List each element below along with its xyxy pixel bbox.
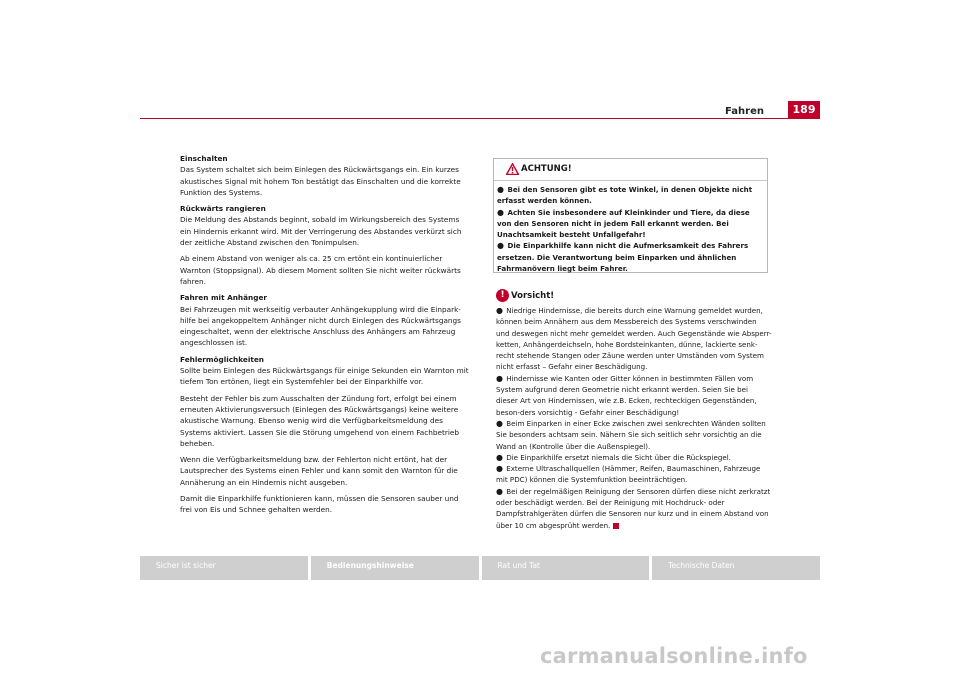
section-einschalten xyxy=(180,153,472,198)
footer-tab-sicher[interactable]: Sicher ist sicher xyxy=(140,556,308,580)
warning-item-text: Achten Sie insbesondere auf Kleinkinder und Tiere, da diese von den Sensoren nicht in jedem Fall erkannt werden. Bei Unachtsamkeit besteht Unfallgefahr! xyxy=(497,207,750,240)
section-anhaenger xyxy=(180,292,472,348)
paragraph: Damit die Einparkhilfe funktionieren kann, müssen die Sensoren sauber und frei von Eis und Schnee gehalten werden. xyxy=(180,494,459,515)
footer-nav xyxy=(140,556,820,580)
caution-title: Vorsicht! xyxy=(511,291,555,301)
warning-box xyxy=(493,158,768,273)
caution-item-text: Niedrige Hindernisse, die bereits durch eine Warnung gemeldet wurden, können beim Annähern aus dem Messbereich des Systems verschwinden und deswegen nicht mehr gemeldet werden. Auch Gegenstände wie Absperr-ketten, Anhängerdeichseln, hohe Bordsteinkanten, dünne, lackierte senk-recht stehende Stangen oder Zäune werden unter Umständen vom System nicht erfasst – Gefahr einer Beschädigung. xyxy=(496,306,772,372)
bullet-icon: ● xyxy=(497,241,504,251)
warning-header xyxy=(494,159,767,181)
footer-tab-rat-und-tat[interactable]: Rat und Tat xyxy=(482,556,650,580)
caution-section xyxy=(496,289,772,531)
warning-item-text: Bei den Sensoren gibt es tote Winkel, in denen Objekte nicht erfasst werden können. xyxy=(497,185,753,206)
warning-triangle-icon xyxy=(506,163,519,175)
caution-item xyxy=(496,486,772,531)
caution-item-text: Externe Ultraschallquellen (Hämmer, Reifen, Baumaschinen, Fahrzeuge mit PDC) können die Systemfunktion beeinträchtigen. xyxy=(496,464,761,485)
section-heading: Fehlermöglichkeiten xyxy=(180,354,264,364)
paragraph: Die Meldung des Abstands beginnt, sobald im Wirkungsbereich des Systems ein Hindernis erkannt wird. Mit der Verringerung des Abstandes verkürzt sich der zeitliche Abstand zwischen den Tonimpulsen. xyxy=(180,215,462,248)
warning-item xyxy=(497,207,764,241)
bullet-icon: ● xyxy=(496,486,503,496)
caution-exclamation-icon: ! xyxy=(496,289,509,302)
page-number: 189 xyxy=(788,101,820,119)
bullet-icon: ● xyxy=(497,185,504,194)
caution-item xyxy=(496,452,772,463)
section-fehler xyxy=(180,354,472,516)
section-heading: Einschalten xyxy=(180,154,228,163)
caution-item xyxy=(496,305,772,373)
caution-item xyxy=(496,418,772,452)
caution-item xyxy=(496,373,772,418)
footer-tab-technische-daten[interactable]: Technische Daten xyxy=(652,556,820,580)
bullet-icon: ● xyxy=(497,207,504,217)
caution-item-text: Die Einparkhilfe ersetzt niemals die Sicht über die Rückspiegel. xyxy=(506,452,731,462)
warning-title: ACHTUNG! xyxy=(521,164,572,174)
watermark-text: carmanualsonline.info xyxy=(540,644,808,668)
warning-item-text: Die Einparkhilfe kann nicht die Aufmerksamkeit des Fahrers ersetzen. Die Verantwortung beim Einparken und ähnlichen Fahrmanövern liegt beim Fahrer. xyxy=(497,241,749,274)
warning-item xyxy=(497,240,764,274)
caution-item xyxy=(496,463,772,486)
paragraph: Ab einem Abstand von weniger als ca. 25 cm ertönt ein kontinuierlicher Warnton (Stoppsignal). Ab diesem Moment sollten Sie nicht weiter rückwärts fahren. xyxy=(180,254,461,286)
footer-tab-bedienungshinweise[interactable]: Bedienungshinweise xyxy=(311,556,479,580)
section-heading: Fahren mit Anhänger xyxy=(180,293,268,303)
paragraph: Bei Fahrzeugen mit werkseitig verbauter Anhängekupplung wird die Einpark-hilfe bei angekoppeltem Anhänger nicht durch Einlegen des Rückwärtsgangs eingeschaltet, wenn der elektrische Anschluss des Anhängers am Fahrzeug angeschlossen ist. xyxy=(180,304,461,348)
section-heading: Rückwärts rangieren xyxy=(180,204,266,214)
paragraph: Sollte beim Einlegen des Rückwärtsgangs für einige Sekunden ein Warnton mit tiefem Ton ertönen, liegt ein Systemfehler bei der Einparkhilfe vor. xyxy=(180,366,469,387)
bullet-icon: ● xyxy=(496,464,503,474)
header-title: Fahren xyxy=(725,106,764,117)
paragraph: Wenn die Verfügbarkeitsmeldung bzw. der Fehlerton nicht ertönt, hat der Lautsprecher des Systems einen Fehler und kann somit den Warnton für die Annäherung an ein Hindernis nicht ausgeben. xyxy=(180,455,458,487)
caution-item-text: Bei der regelmäßigen Reinigung der Sensoren dürfen diese nicht zerkratzt oder beschädigt werden. Bei der Reinigung mit Hochdruck- oder Dampfstrahlgeräten dürfen die Sensoren nur kurz und in einem Abstand von über 10 cm abgesprüht werden. xyxy=(496,486,771,530)
paragraph: Das System schaltet sich beim Einlegen des Rückwärtsgangs ein. Ein kurzes akustisches Signal mit hohem Ton bestätigt das Einschalten und die korrekte Funktion des Systems. xyxy=(180,165,461,197)
paragraph: Besteht der Fehler bis zum Ausschalten der Zündung fort, erfolgt bei einem erneuten Aktivierungsversuch (Einlegen des Rückwärtsgangs) keine weitere akustische Warnung. Ebenso wenig wird die Verfügbarkeitsmeldung des Systems aktiviert. Lassen Sie die Störung umgehend von einem Fachbetrieb beheben. xyxy=(180,393,460,448)
warning-item xyxy=(497,184,764,207)
bullet-icon: ● xyxy=(496,306,503,315)
caution-header xyxy=(496,289,772,303)
caution-item-text: Beim Einparken in einer Ecke zwischen zwei senkrechten Wänden sollten Sie besonders achtsam sein. Nähern Sie sich seitlich sehr vorsichtig an die Wand an (Kontrolle über die Außenspiegel). xyxy=(496,418,766,451)
section-rueckwaerts xyxy=(180,203,472,287)
bullet-icon: ● xyxy=(496,373,503,383)
left-column xyxy=(180,153,472,521)
bullet-icon: ● xyxy=(496,418,503,428)
caution-item-text: Hindernisse wie Kanten oder Gitter können in bestimmten Fällen vom System aufgrund deren Geometrie nicht erkannt werden. Seien Sie bei dieser Art von Hindernissen, wie z.B. Ecken, rechteckigen Gegenständen, beson-ders vorsichtig - Gefahr einer Beschädigung! xyxy=(496,373,757,417)
warning-body xyxy=(494,181,767,274)
section-end-marker-icon xyxy=(613,523,619,529)
bullet-icon: ● xyxy=(496,452,503,462)
header-divider xyxy=(140,118,820,119)
